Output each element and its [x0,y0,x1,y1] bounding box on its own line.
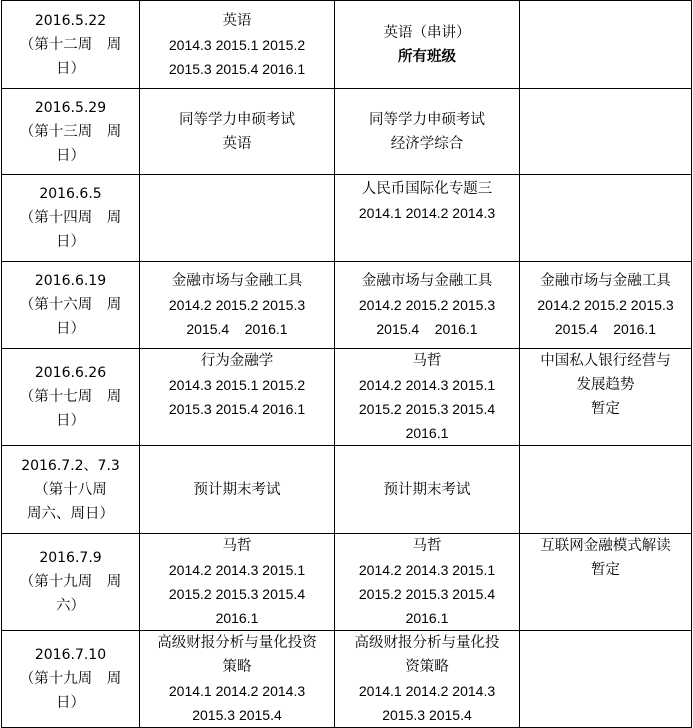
schedule-body [2,1,692,728]
date-cell [2,446,140,534]
date-text: 2016.5.22 [34,12,107,29]
class-list: 2014.2 2014.3 2015.1 [358,377,496,393]
course-cell-3 [520,446,692,534]
course-cell-3 [520,262,692,349]
week-label: （第十九周 周 [19,574,122,590]
class-list: 2015.3 2015.4 [192,707,282,723]
class-list: 2014.1 2014.2 2014.3 [358,205,496,221]
course-title: 英语 [222,12,252,29]
course-subject: 经济学综合 [390,135,464,152]
course-title: 高级财报分析与量化投 [354,635,500,651]
date-cell [2,349,140,446]
class-list: 2014.2 2015.2 2015.3 [537,297,674,313]
course-cell-2 [335,349,520,446]
week-label: 日） [56,413,85,429]
course-cell-2 [335,1,520,89]
course-cell-3 [520,89,692,175]
table-row [2,534,692,631]
course-title: 策略 [222,659,252,675]
class-list: 2016.1 [215,610,259,626]
table-row [2,631,692,728]
table-row [2,175,692,262]
course-title: 互联网金融模式解读 [540,538,671,554]
class-list: 2015.2 2015.3 2015.4 [358,401,496,417]
table-row [2,446,692,534]
class-list: 2015.3 2015.4 [382,707,472,723]
class-list: 2014.2 2015.2 2015.3 [168,297,306,313]
course-cell-1 [140,1,335,89]
class-list: 2014.2 2014.3 2015.1 [168,562,306,578]
course-title: 资策略 [405,659,449,675]
course-title: 同等学力申硕考试 [179,111,295,128]
date-text: 2016.7.10 [34,647,107,663]
class-list: 2014.3 2015.1 2015.2 [168,377,306,393]
status-note: 暂定 [591,401,620,417]
course-title: 预计期末考试 [383,481,471,498]
week-label: 日） [56,321,85,337]
date-cell [2,262,140,349]
week-label: 日） [56,234,85,250]
class-list: 2015.2 2015.3 2015.4 [358,586,496,602]
course-cell-1 [140,534,335,631]
course-title: 中国私人银行经营与 [540,353,671,369]
date-cell [2,631,140,728]
table-row [2,89,692,175]
schedule-table [1,0,692,728]
class-list: 2016.1 [405,425,449,441]
course-title: 人民币国际化专题三 [361,181,493,197]
course-cell-2 [335,631,520,728]
table-row [2,1,692,89]
date-cell [2,89,140,175]
course-title: 英语（串讲） [383,24,471,41]
week-label: （第十二周 周 [19,36,122,53]
week-label: （第十四周 周 [19,210,122,226]
course-cell-2 [335,534,520,631]
class-list: 2014.1 2014.2 2014.3 [168,683,306,699]
date-text: 2016.6.26 [34,365,107,381]
course-title: 发展趋势 [576,377,635,393]
class-list: 2015.2 2015.3 2015.4 [168,586,306,602]
course-cell-3 [520,631,692,728]
course-cell-1 [140,89,335,175]
course-title: 同等学力申硕考试 [369,111,485,128]
course-title: 预计期末考试 [193,481,281,498]
class-list: 2014.2 2014.3 2015.1 [358,562,496,578]
course-title: 行为金融学 [200,353,274,369]
date-text: 2016.7.2、7.3 [21,457,120,474]
course-title: 马哲 [222,538,252,554]
date-cell [2,534,140,631]
week-label: （第十七周 周 [19,389,122,405]
course-cell-1 [140,631,335,728]
course-cell-3 [520,534,692,631]
class-list: 2014.3 2015.1 2015.2 [168,36,306,53]
class-list: 所有班级 [398,48,456,65]
class-list: 2015.3 2015.4 2016.1 [168,60,306,77]
table-row [2,262,692,349]
week-label: 六） [56,598,85,614]
course-cell-1 [140,262,335,349]
course-cell-1 [140,349,335,446]
date-text: 2016.7.9 [39,550,102,566]
class-list: 2014.1 2014.2 2014.3 [358,683,496,699]
date-cell [2,175,140,262]
course-cell-1 [140,446,335,534]
course-cell-2 [335,262,520,349]
course-title: 高级财报分析与量化投资 [157,635,317,651]
week-label: 日） [56,695,85,711]
class-list: 2014.2 2015.2 2015.3 [358,297,496,313]
course-cell-2 [335,175,520,262]
course-cell-3 [520,1,692,89]
class-list: 2015.4 2016.1 [376,321,478,337]
course-cell-2 [335,446,520,534]
course-title: 马哲 [412,353,442,369]
week-label: 日） [56,147,85,164]
week-label: （第十六周 周 [19,297,122,313]
course-cell-3 [520,349,692,446]
course-title: 金融市场与金融工具 [361,273,493,289]
course-title: 马哲 [412,538,442,554]
date-text: 2016.5.29 [34,99,107,116]
course-cell-2 [335,89,520,175]
class-list: 2015.4 2016.1 [554,321,657,337]
status-note: 暂定 [591,562,620,578]
class-list: 2015.4 2016.1 [186,321,288,337]
course-title: 金融市场与金融工具 [540,273,671,289]
week-label: 周六、周日） [27,505,114,522]
class-list: 2015.3 2015.4 2016.1 [168,401,306,417]
week-label: （第十三周 周 [19,123,122,140]
course-cell-3 [520,175,692,262]
course-cell-1 [140,175,335,262]
week-label: （第十八周 [34,481,107,498]
course-subject: 英语 [222,135,252,152]
date-text: 2016.6.19 [34,273,107,289]
course-title: 金融市场与金融工具 [171,273,303,289]
class-list: 2016.1 [405,610,449,626]
table-row [2,349,692,446]
week-label: 日） [56,60,85,77]
date-text: 2016.6.5 [39,186,102,202]
week-label: （第十九周 周 [19,671,122,687]
date-cell [2,1,140,89]
